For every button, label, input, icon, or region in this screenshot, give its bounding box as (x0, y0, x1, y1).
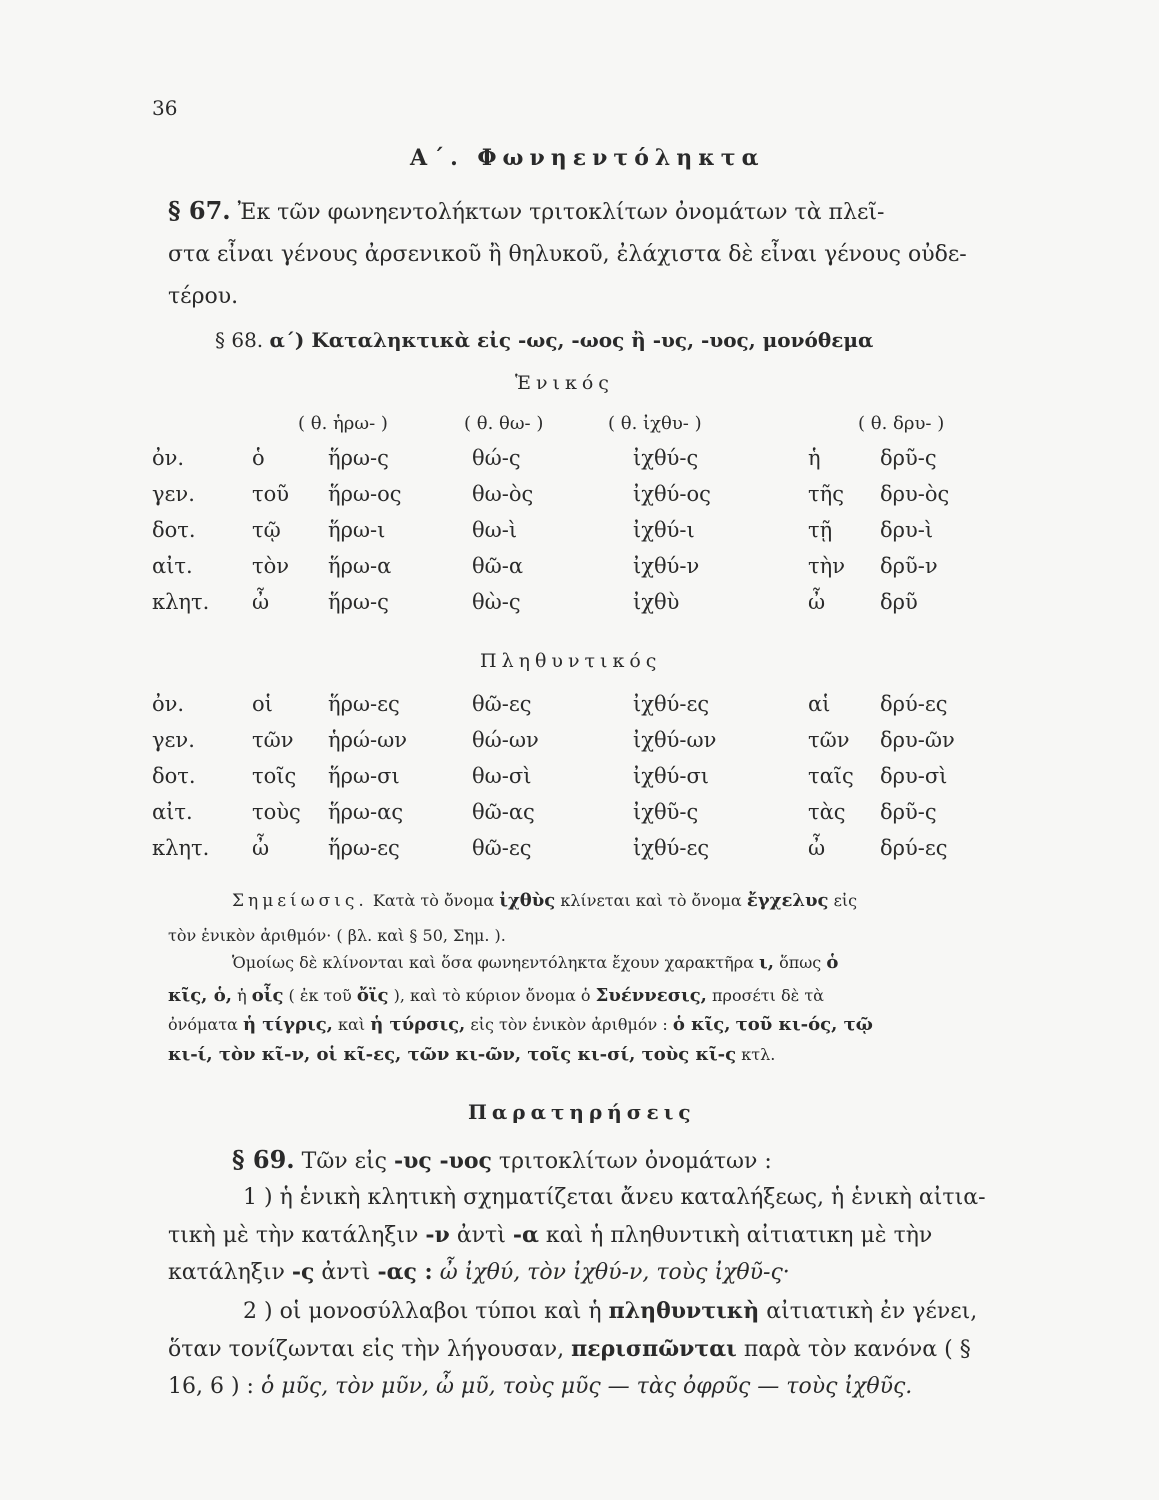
plural-cell-r1-c2: ἡρώ-ων (328, 728, 408, 752)
note-iota: ι, (759, 952, 774, 973)
plural-cell-r4-c5: ὦ (808, 836, 826, 860)
singular-cell-r4-c0: κλητ. (152, 590, 210, 614)
note-word-enchelys: ἔγχελυς (746, 890, 829, 911)
p69-item2-line3 (168, 1374, 912, 1399)
singular-cell-r1-c4: ἰχθύ-ος (633, 482, 711, 506)
plural-cell-r2-c4: ἰχθύ-σι (633, 764, 710, 788)
section-symbol-67: § 67. (168, 196, 231, 225)
singular-cell-r4-c1: ὦ (252, 590, 270, 614)
singular-cell-r0-c1: ὁ (252, 446, 265, 470)
p69-text: κατάληξιν (168, 1260, 285, 1285)
singular-cell-r4-c3: θὼ-ς (472, 590, 521, 614)
plural-cell-r4-c3: θῶ-ες (472, 836, 532, 860)
singular-cell-r4-c6: δρῦ (880, 590, 918, 614)
singular-cell-r1-c2: ἥρω-ος (328, 482, 402, 506)
paragraph-67 (168, 190, 1028, 318)
p69-example: ὦ ἰχθύ, τὸν ἰχθύ-ν, τοὺς ἰχθῦ-ς· (439, 1260, 790, 1285)
note-ois-orig: ὄϊς (356, 985, 389, 1006)
stem-hero: ( θ. ἡρω- ) (298, 413, 388, 434)
p69-text: 16, 6 ) : (168, 1374, 254, 1399)
p69-text: παρὰ τὸν κανόνα ( § (743, 1337, 971, 1362)
plural-label: Πληθυντικός (480, 650, 662, 672)
plural-cell-r0-c6: δρύ-ες (880, 692, 948, 716)
observations-title: Παρατηρήσεις (468, 1100, 696, 1124)
singular-cell-r0-c3: θώ-ς (472, 446, 521, 470)
p67-line-2: στα εἶναι γένους ἀρσενικοῦ ἢ θηλυκοῦ, ἐλάχιστα δὲ εἶναι γένους οὐδε- (168, 242, 967, 267)
singular-cell-r2-c4: ἰχθύ-ι (633, 518, 695, 542)
plural-cell-r2-c5: ταῖς (808, 764, 854, 788)
note-kis: κῖς, ὁ, (168, 985, 232, 1006)
singular-cell-r3-c1: τὸν (252, 554, 290, 578)
singular-cell-r2-c5: τῇ (808, 518, 833, 542)
note-line-4 (168, 985, 824, 1006)
plural-cell-r4-c1: ὦ (252, 836, 270, 860)
plural-cell-r0-c4: ἰχθύ-ες (633, 692, 710, 716)
singular-cell-r4-c2: ἥρω-ς (328, 590, 389, 614)
singular-cell-r1-c3: θω-ὸς (472, 482, 534, 506)
note-line-6 (168, 1044, 775, 1065)
singular-label: Ἑνικός (515, 372, 614, 394)
singular-cell-r3-c5: τὴν (808, 554, 845, 578)
stem-dry: ( θ. δρυ- ) (858, 413, 945, 434)
singular-cell-r4-c5: ὦ (808, 590, 826, 614)
heading-68-text: α΄) Καταληκτικὰ εἰς -ως, -ωος ἢ -υς, -υος, μονόθεμα (269, 328, 874, 352)
note-text: κλίνεται καὶ τὸ ὄνομα (560, 891, 742, 910)
plural-cell-r1-c6: δρυ-ῶν (880, 728, 955, 752)
singular-cell-r3-c4: ἰχθύ-ν (633, 554, 700, 578)
note-text: καὶ (338, 1015, 366, 1034)
note-text: εἰς (833, 891, 858, 910)
p69-perispontai: περισπῶνται (571, 1336, 737, 1362)
note-text: εἰς τὸν ἑνικὸν ἀριθμόν : (470, 1015, 668, 1034)
p69-item1-line3 (168, 1259, 790, 1285)
note-label: Σημείωσις. (232, 891, 368, 911)
plural-cell-r1-c4: ἰχθύ-ων (633, 728, 717, 752)
section-title: Α΄. Φωνηεντόληκτα (410, 145, 765, 171)
note-line-1 (232, 890, 857, 911)
plural-cell-r0-c1: οἱ (252, 692, 273, 716)
plural-cell-r4-c6: δρύ-ες (880, 836, 948, 860)
p69-item2-line1 (243, 1298, 977, 1324)
singular-cell-r0-c0: ὀν. (152, 446, 185, 470)
note-text: προσέτι δὲ τὰ (712, 986, 824, 1005)
plural-cell-r4-c2: ἥρω-ες (328, 836, 400, 860)
p69-ending-s: -ς (291, 1259, 315, 1285)
note-text: ), καὶ τὸ κύριον ὄνομα ὁ (393, 986, 591, 1005)
page-number: 36 (152, 96, 178, 120)
p69-text: καὶ ἡ πληθυντικὴ αἰτιατικη μὲ τὴν (545, 1223, 933, 1248)
singular-cell-r1-c6: δρυ-ὸς (880, 482, 950, 506)
plural-cell-r2-c3: θω-σὶ (472, 764, 532, 788)
singular-cell-r0-c4: ἰχθύ-ς (633, 446, 699, 470)
singular-cell-r2-c0: δοτ. (152, 518, 196, 542)
plural-cell-r3-c4: ἰχθῦ-ς (633, 800, 699, 824)
singular-cell-r2-c6: δρυ-ὶ (880, 518, 934, 542)
note-kios: τοῦ κι-ός, τῷ (735, 1014, 873, 1035)
p69-intro (232, 1145, 772, 1174)
note-text: κτλ. (741, 1045, 776, 1064)
singular-cell-r3-c2: ἥρω-α (328, 554, 392, 578)
plural-cell-r3-c6: δρῦ-ς (880, 800, 937, 824)
p69-text: ἀντὶ (321, 1260, 371, 1285)
p69-item1-line2 (168, 1222, 932, 1248)
plural-cell-r2-c1: τοῖς (252, 764, 297, 788)
singular-cell-r0-c2: ἥρω-ς (328, 446, 389, 470)
singular-cell-r3-c6: δρῦ-ν (880, 554, 938, 578)
singular-cell-r0-c5: ἡ (808, 446, 821, 470)
plural-cell-r0-c0: ὀν. (152, 692, 185, 716)
plural-cell-r2-c0: δοτ. (152, 764, 196, 788)
p67-line-3: τέρου. (168, 284, 239, 309)
singular-cell-r3-c3: θῶ-α (472, 554, 524, 578)
p69-plural-word: πληθυντικὴ (608, 1298, 760, 1324)
note-kis-declension: κι-ί, τὸν κῖ-ν, οἱ κῖ-ες, τῶν κι-ῶν, τοῖς κι-σί, τοὺς κῖ-ς (168, 1044, 737, 1065)
p69-item1-line1: 1 ) ἡ ἑνικὴ κλητικὴ σχηματίζεται ἄνευ καταλήξεως, ἡ ἑνικὴ αἰτια- (243, 1185, 986, 1210)
p69-text: τριτοκλίτων ὀνομάτων : (498, 1149, 772, 1174)
note-text: ἡ (237, 986, 247, 1005)
note-article: ὁ (826, 952, 839, 973)
plural-cell-r2-c6: δρυ-σὶ (880, 764, 948, 788)
plural-cell-r0-c2: ἥρω-ες (328, 692, 400, 716)
plural-cell-r0-c5: αἱ (808, 692, 831, 716)
p69-example-2: ὁ μῦς, τὸν μῦν, ὦ μῦ, τοὺς μῦς — τὰς ὀφρῦς — τοὺς ἰχθῦς. (260, 1374, 913, 1399)
plural-cell-r1-c1: τῶν (252, 728, 294, 752)
note-word-ichthys: ἰχθὺς (499, 890, 556, 911)
note-ois: οἶς (251, 985, 284, 1006)
plural-cell-r3-c3: θῶ-ας (472, 800, 535, 824)
plural-cell-r4-c4: ἰχθύ-ες (633, 836, 710, 860)
singular-cell-r0-c6: δρῦ-ς (880, 446, 937, 470)
singular-cell-r2-c1: τῷ (252, 518, 281, 542)
singular-cell-r4-c4: ἰχθὺ (633, 590, 680, 614)
p69-text: αἰτιατικὴ ἐν γένει, (766, 1299, 978, 1324)
plural-cell-r1-c3: θώ-ων (472, 728, 539, 752)
p69-text: Τῶν εἰς (301, 1149, 387, 1174)
p69-ending-as: -ας : (377, 1259, 433, 1285)
plural-cell-r0-c3: θῶ-ες (472, 692, 532, 716)
plural-cell-r2-c2: ἥρω-σι (328, 764, 400, 788)
p69-text: τικὴ μὲ τὴν κατάληξιν (168, 1223, 419, 1248)
p69-text: ὅταν τονίζωνται εἰς τὴν λήγουσαν, (168, 1337, 565, 1362)
heading-68 (215, 328, 873, 352)
singular-cell-r2-c2: ἥρω-ι (328, 518, 386, 542)
singular-cell-r1-c0: γεν. (152, 482, 195, 506)
section-symbol-68: § 68. (215, 328, 264, 352)
plural-cell-r3-c5: τὰς (808, 800, 846, 824)
note-tyrsis: ἡ τύρσις, (370, 1014, 466, 1035)
note-text: Ὁμοίως δὲ κλίνονται καὶ ὅσα φωνηεντόληκτα ἔχουν χαρακτῆρα (232, 953, 754, 972)
p69-text: 2 ) οἱ μονοσύλλαβοι τύποι καὶ ἡ (243, 1299, 602, 1324)
singular-cell-r2-c3: θω-ὶ (472, 518, 518, 542)
note-text: ὅπως (779, 953, 822, 972)
plural-cell-r4-c0: κλητ. (152, 836, 210, 860)
p69-ending-a: -α (512, 1222, 539, 1248)
section-symbol-69: § 69. (232, 1145, 295, 1174)
plural-cell-r3-c1: τοὺς (252, 800, 301, 824)
singular-cell-r3-c0: αἰτ. (152, 554, 193, 578)
note-text: ( ἐκ τοῦ (288, 986, 352, 1005)
note-line-2: τὸν ἑνικὸν ἀριθμόν· ( βλ. καὶ § 50, Σημ. ). (168, 926, 506, 945)
p69-text: ἀντὶ (456, 1223, 506, 1248)
singular-cell-r1-c5: τῆς (808, 482, 844, 506)
note-text: Κατὰ τὸ ὄνομα (372, 891, 495, 910)
note-line-5 (168, 1014, 873, 1035)
plural-cell-r1-c5: τῶν (808, 728, 850, 752)
note-tigris: ἡ τίγρις, (242, 1014, 333, 1035)
p69-ending-n: -ν (425, 1222, 450, 1248)
note-kis-2: ὁ κῖς, (672, 1014, 731, 1035)
note-syennesis: Συέννεσις, (595, 985, 707, 1006)
note-line-3 (232, 952, 838, 973)
stem-tho: ( θ. θω- ) (464, 413, 544, 434)
plural-cell-r3-c2: ἥρω-ας (328, 800, 404, 824)
note-text: ὀνόματα (168, 1015, 238, 1034)
p69-item2-line2 (168, 1336, 971, 1362)
stem-ichthy: ( θ. ἰχθυ- ) (608, 413, 702, 434)
p67-line-1: Ἐκ τῶν φωνηεντολήκτων τριτοκλίτων ὀνομάτων τὰ πλεῖ- (237, 200, 885, 225)
plural-cell-r3-c0: αἰτ. (152, 800, 193, 824)
singular-cell-r1-c1: τοῦ (252, 482, 290, 506)
plural-cell-r1-c0: γεν. (152, 728, 195, 752)
p69-ending: -υς -υος (394, 1148, 492, 1174)
